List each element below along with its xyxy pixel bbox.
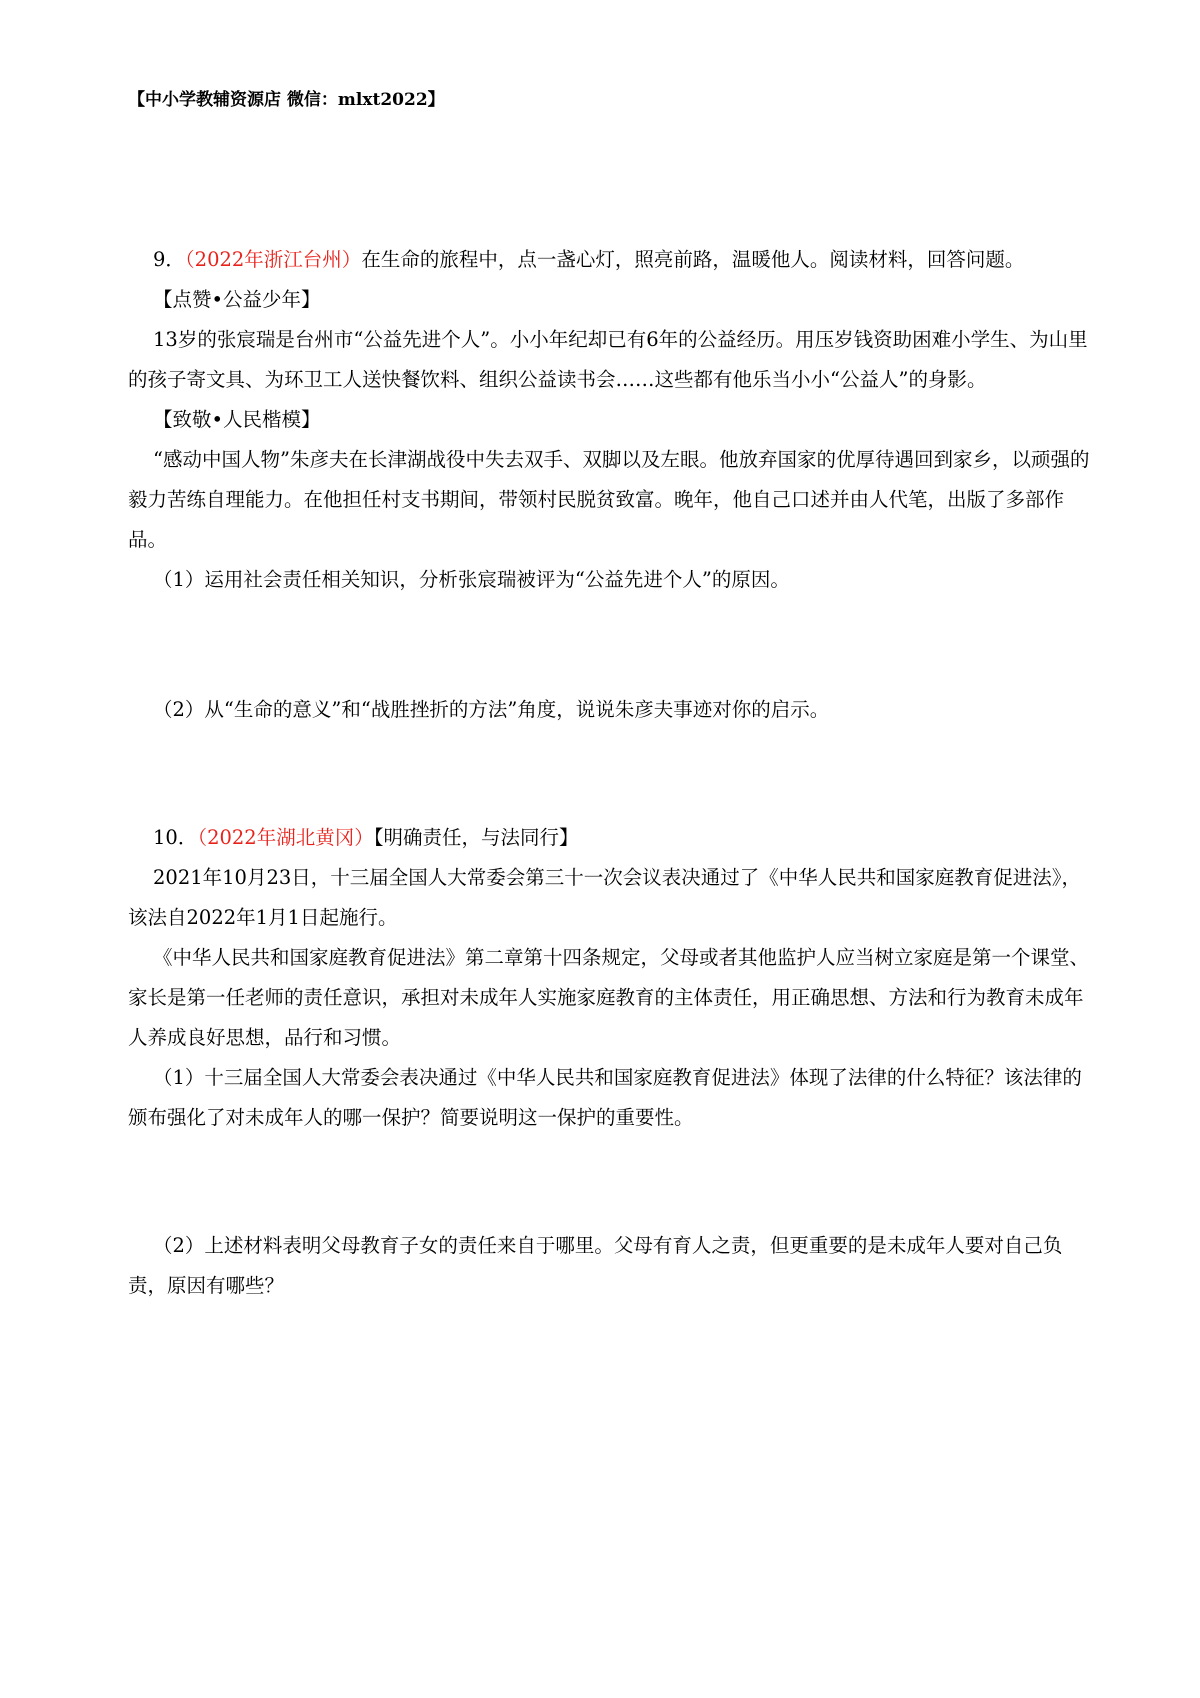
question-number: 9． bbox=[153, 248, 185, 271]
question-10-sub-1: （1）十三届全国人大常委会表决通过《中华人民共和国家庭教育促进法》体现了法律的什么特征？该法律的颁布强化了对未成年人的哪一保护？简要说明这一保护的重要性。 bbox=[128, 1066, 1082, 1129]
question-10-sub-2: （2）上述材料表明父母教育子女的责任来自于哪里。父母有育人之责，但更重要的是未成年人要对自己负责，原因有哪些？ bbox=[128, 1234, 1063, 1297]
question-source: （2022年湖北黄冈） bbox=[197, 826, 374, 849]
material-1-text: 13岁的张宸瑞是台州市“公益先进个人”。小小年纪却已有6年的公益经历。用压岁钱资助困难小学生、为山里的孩子寄文具、为环卫工人送快餐饮料、组织公益读书会……这些都有他乐当小小“公益人”的身影。 bbox=[128, 328, 1088, 391]
question-10-stem bbox=[128, 818, 1094, 858]
material-2-title: 【致敬•人民楷模】 bbox=[153, 408, 321, 431]
question-title: 【明确责任，与法同行】 bbox=[373, 826, 579, 849]
question-10-paragraph-2: 《中华人民共和国家庭教育促进法》第二章第十四条规定，父母或者其他监护人应当树立家庭是第一个课堂、家长是第一任老师的责任意识，承担对未成年人实施家庭教育的主体责任，用正确思想、方法和行为教育未成年人养成良好思想，品行和习惯。 bbox=[128, 946, 1090, 1049]
question-number: 10． bbox=[153, 826, 198, 849]
question-9-stem bbox=[128, 240, 1094, 280]
material-1-title: 【点赞•公益少年】 bbox=[153, 288, 321, 311]
material-2-text: “感动中国人物”朱彦夫在长津湖战役中失去双手、双脚以及左眼。他放弃国家的优厚待遇回到家乡，以顽强的毅力苦练自理能力。在他担任村支书期间，带领村民脱贫致富。晚年，他自己口述并由人代笔，出版了多部作品。 bbox=[128, 448, 1090, 551]
question-9-sub-2: （2）从“生命的意义”和“战胜挫折的方法”角度，说说朱彦夫事迹对你的启示。 bbox=[153, 698, 830, 721]
document-body bbox=[128, 240, 1094, 1306]
question-10-paragraph-1: 2021年10月23日，十三届全国人大常委会第三十一次会议表决通过了《中华人民共和国家庭教育促进法》，该法自2022年1月1日起施行。 bbox=[128, 866, 1082, 929]
question-9-sub-1: （1）运用社会责任相关知识，分析张宸瑞被评为“公益先进个人”的原因。 bbox=[153, 568, 790, 591]
question-intro: 在生命的旅程中，点一盏心灯，照亮前路，温暖他人。阅读材料，回答问题。 bbox=[361, 248, 1025, 271]
question-source: （2022年浙江台州） bbox=[184, 248, 362, 271]
page-header: 【中小学教辅资源店 微信：mlxt2022】 bbox=[128, 90, 445, 110]
